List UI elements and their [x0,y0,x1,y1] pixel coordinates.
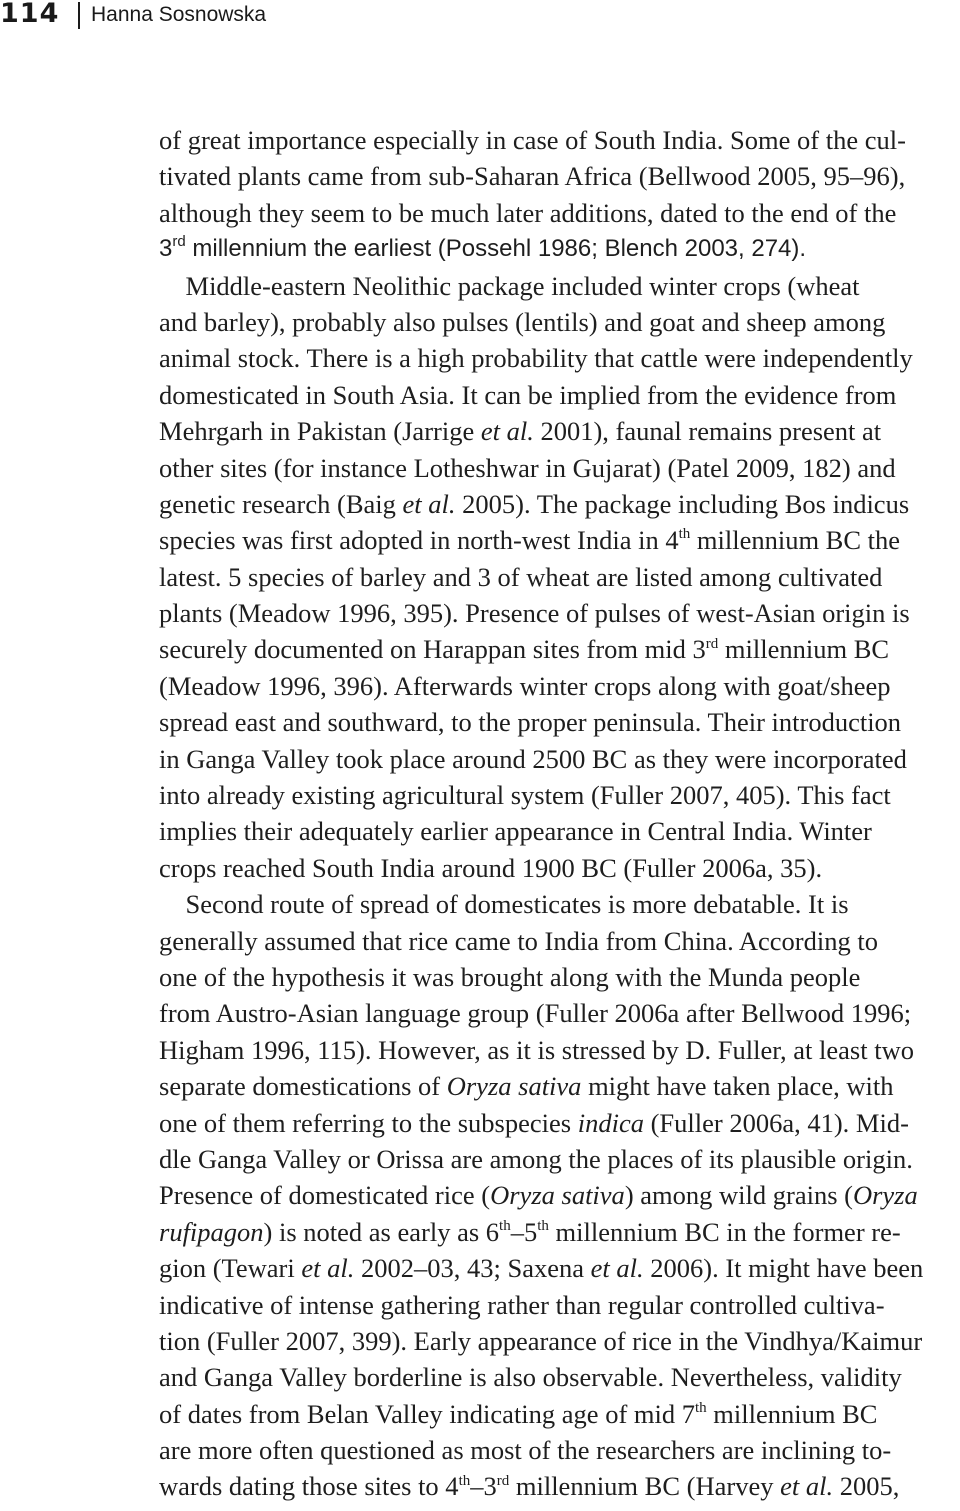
italic-text: et al. [590,1253,644,1284]
text-line: (Meadow 1996, 396). Afterwards winter crops along with goat/sheep [159,670,891,701]
text-line: domesticated in South Asia. It can be implied from the evidence from [159,379,897,410]
italic-text: et al. [780,1471,834,1502]
text-line: one of the hypothesis it was brought along with the Munda people [159,961,861,992]
superscript: th [458,1472,471,1489]
text-line: Mehrgarh in Pakistan (Jarrige et al. 2001), faunal remains present at [159,416,882,447]
superscript: th [695,1399,707,1416]
text-line: although they seem to be much later additions, dated to the end of the [159,197,897,228]
text-line: dle Ganga Valley or Orissa are among the places of its plausible origin. [159,1143,913,1174]
text-line: crops reached South India around 1900 BC (Fuller 2006a, 35). [159,852,823,883]
text-line: in Ganga Valley took place around 2500 BC as they were incorporated [159,743,907,774]
running-head-author: Hanna Sosnowska [91,3,267,26]
text-line: latest. 5 species of barley and 3 of wheat are listed among cultivated [159,561,883,592]
text-line: wards dating those sites to 4th–3rd millennium BC (Harvey et al. 2005, [159,1471,900,1502]
italic-text: et al. [301,1253,355,1284]
text-line: securely documented on Harappan sites from mid 3rd millennium BC [159,634,890,665]
text-line: into already existing agricultural system (Fuller 2007, 405). This fact [159,780,891,811]
text-line: and Ganga Valley borderline is also observable. Nevertheless, validity [159,1362,902,1393]
text-line: of dates from Belan Valley indicating age of mid 7th millennium BC [159,1398,878,1429]
text-line: gion (Tewari et al. 2002–03, 43; Saxena et al. 2006). It might have been [159,1253,924,1284]
italic-text: Oryza sativa [446,1071,582,1102]
text-line: of great importance especially in case of South India. Some of the cul- [159,125,906,155]
italic-text: Oryza [852,1180,918,1211]
italic-text: Oryza sativa [490,1180,625,1211]
text-line: one of them referring to the subspecies indica (Fuller 2006a, 41). Mid- [159,1107,909,1138]
text-line: 3rd millennium the earliest (Possehl 1986; Blench 2003, 274). [159,233,807,263]
text-line: genetic research (Baig et al. 2005). The package including Bos indicus [159,488,910,519]
text-line: Presence of domesticated rice (Oryza sativa) among wild grains (Oryza [159,1180,918,1211]
header-divider [78,2,80,29]
superscript: rd [172,233,186,251]
text-line: spread east and southward, to the proper peninsula. Their introduction [159,707,902,738]
superscript: th [499,1217,511,1234]
text-line: tion (Fuller 2007, 399). Early appearance of rice in the Vindhya/Kaimur [159,1325,923,1356]
superscript: rd [705,635,719,652]
text-line: Middle-eastern Neolithic package included winter crops (wheat [159,270,860,301]
text-line: other sites (for instance Lotheshwar in Gujarat) (Patel 2009, 182) and [159,452,896,483]
text-line: generally assumed that rice came to India from China. According to [159,925,878,956]
text-line: Higham 1996, 115). However, as it is stressed by D. Fuller, at least two [159,1034,914,1065]
italic-text: rufipagon [159,1216,264,1247]
text-line: plants (Meadow 1996, 395). Presence of pulses of west-Asian origin is [159,598,910,629]
text-line: from Austro-Asian language group (Fuller 2006a after Bellwood 1996; [159,998,912,1029]
page-number: 114 [0,0,60,29]
text-line: species was first adopted in north-west India in 4th millennium BC the [159,525,901,556]
text-line: separate domestications of Oryza sativa might have taken place, with [159,1071,894,1102]
text-line: and barley), probably also pulses (lentils) and goat and sheep among [159,306,886,337]
text-line: tivated plants came from sub-Saharan Africa (Bellwood 2005, 95–96), [159,161,906,192]
page-header [0,0,960,34]
text-line: indicative of intense gathering rather than regular controlled cultiva- [159,1289,885,1320]
text-line: rufipagon) is noted as early as 6th–5th millennium BC in the former re- [159,1216,901,1247]
superscript: rd [496,1472,510,1489]
text-line: Second route of spread of domesticates is more debatable. It is [159,889,849,920]
body-text [159,122,959,1505]
text-line: are more often questioned as most of the researchers are inclining to- [159,1435,892,1466]
italic-text: et al. [480,416,534,447]
superscript: th [678,526,691,543]
text-line: animal stock. There is a high probability that cattle were independently [159,343,913,374]
italic-text: indica [577,1107,644,1138]
superscript: th [537,1217,549,1234]
italic-text: et al. [402,488,456,519]
text-line: implies their adequately earlier appearance in Central India. Winter [159,816,872,847]
